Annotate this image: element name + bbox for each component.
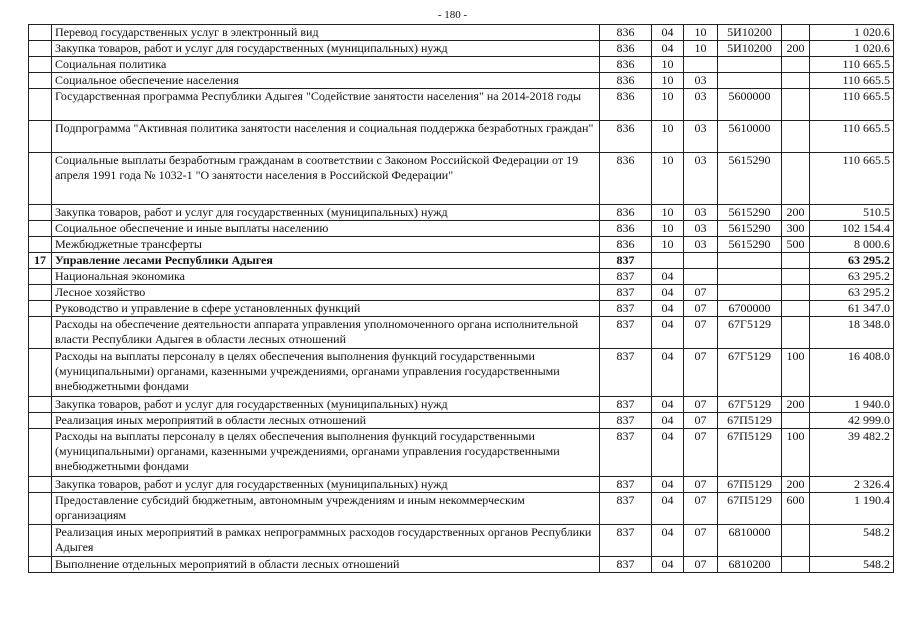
subsection-code: 07 xyxy=(684,413,718,429)
page-number: - 180 - xyxy=(437,9,468,21)
amount: 1 190.4 xyxy=(810,493,894,525)
ministry-code: 837 xyxy=(600,397,652,413)
expense-type-code xyxy=(782,89,810,121)
section-code: 04 xyxy=(652,349,684,397)
subsection-code: 03 xyxy=(684,73,718,89)
section-code: 04 xyxy=(652,429,684,477)
target-article-code: 5610000 xyxy=(718,121,782,153)
row-number xyxy=(29,413,52,429)
target-article-code: 5615290 xyxy=(718,221,782,237)
subsection-code: 03 xyxy=(684,237,718,253)
row-number xyxy=(29,301,52,317)
section-code: 10 xyxy=(652,205,684,221)
table-row xyxy=(29,349,894,397)
section-code: 04 xyxy=(652,285,684,301)
section-code: 04 xyxy=(652,41,684,57)
row-description: Перевод государственных услуг в электронный вид xyxy=(52,25,600,41)
table-row xyxy=(29,285,894,301)
row-number xyxy=(29,525,52,557)
subsection-code: 07 xyxy=(684,477,718,493)
row-description: Предоставление субсидий бюджетным, автономным учреждениям и иным некоммерческим организациям xyxy=(52,493,600,525)
table-row xyxy=(29,557,894,573)
table-row xyxy=(29,397,894,413)
ministry-code: 836 xyxy=(600,121,652,153)
amount: 1 940.0 xyxy=(810,397,894,413)
row-description: Выполнение отдельных мероприятий в области лесных отношений xyxy=(52,557,600,573)
table-row xyxy=(29,317,894,349)
target-article-code: 5600000 xyxy=(718,89,782,121)
row-number xyxy=(29,429,52,477)
target-article-code: 6700000 xyxy=(718,301,782,317)
subsection-code: 07 xyxy=(684,317,718,349)
row-number xyxy=(29,237,52,253)
table-row xyxy=(29,221,894,237)
amount: 2 326.4 xyxy=(810,477,894,493)
table-row xyxy=(29,269,894,285)
amount: 1 020.6 xyxy=(810,41,894,57)
expense-type-code: 200 xyxy=(782,397,810,413)
ministry-code: 837 xyxy=(600,557,652,573)
section-code: 04 xyxy=(652,269,684,285)
amount: 16 408.0 xyxy=(810,349,894,397)
target-article-code xyxy=(718,57,782,73)
section-code: 04 xyxy=(652,317,684,349)
section-code: 10 xyxy=(652,153,684,205)
row-number xyxy=(29,221,52,237)
target-article-code xyxy=(718,285,782,301)
amount: 102 154.4 xyxy=(810,221,894,237)
target-article-code: 67П5129 xyxy=(718,429,782,477)
section-code: 04 xyxy=(652,301,684,317)
ministry-code: 836 xyxy=(600,25,652,41)
section-code: 04 xyxy=(652,25,684,41)
row-number xyxy=(29,57,52,73)
ministry-code: 836 xyxy=(600,73,652,89)
section-code: 10 xyxy=(652,237,684,253)
row-number xyxy=(29,25,52,41)
subsection-code xyxy=(684,269,718,285)
subsection-code xyxy=(684,57,718,73)
ministry-code: 837 xyxy=(600,413,652,429)
table-row xyxy=(29,477,894,493)
target-article-code: 67П5129 xyxy=(718,493,782,525)
table-row xyxy=(29,493,894,525)
row-description: Подпрограмма "Активная политика занятости населения и социальная поддержка безработных граждан" xyxy=(52,121,600,153)
expense-type-code xyxy=(782,73,810,89)
subsection-code: 03 xyxy=(684,221,718,237)
row-description: Реализация иных мероприятий в области лесных отношений xyxy=(52,413,600,429)
budget-table xyxy=(28,24,894,573)
amount: 110 665.5 xyxy=(810,89,894,121)
subsection-code: 07 xyxy=(684,397,718,413)
row-description: Национальная экономика xyxy=(52,269,600,285)
expense-type-code xyxy=(782,285,810,301)
table-row xyxy=(29,57,894,73)
row-number: 17 xyxy=(29,253,52,269)
row-description: Закупка товаров, работ и услуг для государственных (муниципальных) нужд xyxy=(52,41,600,57)
row-description: Межбюджетные трансферты xyxy=(52,237,600,253)
amount: 63 295.2 xyxy=(810,285,894,301)
section-code: 10 xyxy=(652,221,684,237)
ministry-code: 836 xyxy=(600,237,652,253)
ministry-code: 836 xyxy=(600,221,652,237)
row-number xyxy=(29,41,52,57)
row-number xyxy=(29,477,52,493)
row-description: Расходы на обеспечение деятельности аппарата управления уполномоченного органа исполнительной власти Республики Адыгея в области лесных отношений xyxy=(52,317,600,349)
target-article-code: 5615290 xyxy=(718,153,782,205)
row-description: Закупка товаров, работ и услуг для государственных (муниципальных) нужд xyxy=(52,205,600,221)
row-description: Расходы на выплаты персоналу в целях обеспечения выполнения функций государственными (муниципальными) органами, казенными учреждениями, органами управления государственными внебюджетными фондами xyxy=(52,349,600,397)
row-number xyxy=(29,493,52,525)
ministry-code: 837 xyxy=(600,253,652,269)
table-row xyxy=(29,121,894,153)
table-row xyxy=(29,205,894,221)
expense-type-code xyxy=(782,317,810,349)
ministry-code: 836 xyxy=(600,89,652,121)
target-article-code: 67Г5129 xyxy=(718,317,782,349)
table-row xyxy=(29,429,894,477)
ministry-code: 836 xyxy=(600,153,652,205)
table-row xyxy=(29,73,894,89)
table-row xyxy=(29,41,894,57)
row-description: Закупка товаров, работ и услуг для государственных (муниципальных) нужд xyxy=(52,397,600,413)
amount: 510.5 xyxy=(810,205,894,221)
amount: 63 295.2 xyxy=(810,269,894,285)
expense-type-code xyxy=(782,253,810,269)
expense-type-code xyxy=(782,121,810,153)
ministry-code: 837 xyxy=(600,301,652,317)
subsection-code: 07 xyxy=(684,525,718,557)
row-description: Закупка товаров, работ и услуг для государственных (муниципальных) нужд xyxy=(52,477,600,493)
ministry-code: 837 xyxy=(600,525,652,557)
target-article-code: 5И10200 xyxy=(718,41,782,57)
section-code: 04 xyxy=(652,557,684,573)
table-row xyxy=(29,301,894,317)
ministry-code: 837 xyxy=(600,429,652,477)
row-number xyxy=(29,285,52,301)
table-row xyxy=(29,525,894,557)
section-code: 04 xyxy=(652,525,684,557)
section-code: 10 xyxy=(652,121,684,153)
row-number xyxy=(29,73,52,89)
row-number xyxy=(29,205,52,221)
target-article-code: 6810000 xyxy=(718,525,782,557)
target-article-code: 5615290 xyxy=(718,237,782,253)
subsection-code: 03 xyxy=(684,89,718,121)
expense-type-code xyxy=(782,525,810,557)
amount: 1 020.6 xyxy=(810,25,894,41)
section-code: 04 xyxy=(652,477,684,493)
row-description: Социальное обеспечение населения xyxy=(52,73,600,89)
target-article-code: 67Г5129 xyxy=(718,397,782,413)
ministry-code: 836 xyxy=(600,57,652,73)
target-article-code xyxy=(718,253,782,269)
table-row xyxy=(29,253,894,269)
table-row xyxy=(29,153,894,205)
ministry-code: 837 xyxy=(600,349,652,397)
table-row xyxy=(29,237,894,253)
expense-type-code: 500 xyxy=(782,237,810,253)
amount: 110 665.5 xyxy=(810,57,894,73)
amount: 110 665.5 xyxy=(810,153,894,205)
expense-type-code: 600 xyxy=(782,493,810,525)
target-article-code: 5И10200 xyxy=(718,25,782,41)
section-code: 10 xyxy=(652,57,684,73)
subsection-code: 07 xyxy=(684,285,718,301)
budget-table-body xyxy=(29,25,894,573)
row-number xyxy=(29,349,52,397)
expense-type-code xyxy=(782,301,810,317)
amount: 110 665.5 xyxy=(810,121,894,153)
expense-type-code xyxy=(782,57,810,73)
section-code: 04 xyxy=(652,397,684,413)
amount: 548.2 xyxy=(810,525,894,557)
table-row xyxy=(29,413,894,429)
subsection-code: 10 xyxy=(684,41,718,57)
subsection-code: 03 xyxy=(684,121,718,153)
table-row xyxy=(29,25,894,41)
row-description: Реализация иных мероприятий в рамках непрограммных расходов государственных органов Республики Адыгея xyxy=(52,525,600,557)
section-code xyxy=(652,253,684,269)
expense-type-code xyxy=(782,269,810,285)
table-row xyxy=(29,89,894,121)
row-number xyxy=(29,153,52,205)
target-article-code: 6810200 xyxy=(718,557,782,573)
ministry-code: 836 xyxy=(600,205,652,221)
target-article-code xyxy=(718,73,782,89)
row-number xyxy=(29,317,52,349)
row-number xyxy=(29,269,52,285)
row-description: Руководство и управление в сфере установленных функций xyxy=(52,301,600,317)
amount: 8 000.6 xyxy=(810,237,894,253)
ministry-code: 836 xyxy=(600,41,652,57)
amount: 18 348.0 xyxy=(810,317,894,349)
amount: 61 347.0 xyxy=(810,301,894,317)
subsection-code: 10 xyxy=(684,25,718,41)
expense-type-code: 100 xyxy=(782,349,810,397)
amount: 63 295.2 xyxy=(810,253,894,269)
row-description: Социальное обеспечение и иные выплаты населению xyxy=(52,221,600,237)
row-number xyxy=(29,121,52,153)
row-number xyxy=(29,89,52,121)
subsection-code: 07 xyxy=(684,429,718,477)
ministry-code: 837 xyxy=(600,317,652,349)
section-code: 04 xyxy=(652,413,684,429)
ministry-code: 837 xyxy=(600,477,652,493)
expense-type-code: 200 xyxy=(782,205,810,221)
row-description: Социальная политика xyxy=(52,57,600,73)
row-description: Государственная программа Республики Адыгея "Содействие занятости населения" на 2014-2018 годы xyxy=(52,89,600,121)
target-article-code: 67П5129 xyxy=(718,477,782,493)
subsection-code: 07 xyxy=(684,493,718,525)
expense-type-code xyxy=(782,557,810,573)
target-article-code: 5615290 xyxy=(718,205,782,221)
target-article-code: 67П5129 xyxy=(718,413,782,429)
expense-type-code xyxy=(782,413,810,429)
amount: 110 665.5 xyxy=(810,73,894,89)
section-code: 04 xyxy=(652,493,684,525)
target-article-code: 67Г5129 xyxy=(718,349,782,397)
amount: 548.2 xyxy=(810,557,894,573)
expense-type-code xyxy=(782,25,810,41)
expense-type-code: 100 xyxy=(782,429,810,477)
row-description: Лесное хозяйство xyxy=(52,285,600,301)
subsection-code xyxy=(684,253,718,269)
expense-type-code: 200 xyxy=(782,477,810,493)
ministry-code: 837 xyxy=(600,285,652,301)
expense-type-code xyxy=(782,153,810,205)
amount: 39 482.2 xyxy=(810,429,894,477)
row-number xyxy=(29,397,52,413)
expense-type-code: 200 xyxy=(782,41,810,57)
amount: 42 999.0 xyxy=(810,413,894,429)
ministry-code: 837 xyxy=(600,493,652,525)
row-description: Расходы на выплаты персоналу в целях обеспечения выполнения функций государственными (муниципальными) органами, казенными учреждениями, органами управления государственными внебюджетными фондами xyxy=(52,429,600,477)
section-code: 10 xyxy=(652,73,684,89)
target-article-code xyxy=(718,269,782,285)
ministry-code: 837 xyxy=(600,269,652,285)
subsection-code: 07 xyxy=(684,301,718,317)
section-code: 10 xyxy=(652,89,684,121)
subsection-code: 07 xyxy=(684,557,718,573)
subsection-code: 07 xyxy=(684,349,718,397)
subsection-code: 03 xyxy=(684,205,718,221)
row-number xyxy=(29,557,52,573)
expense-type-code: 300 xyxy=(782,221,810,237)
row-description: Социальные выплаты безработным гражданам в соответствии с Законом Российской Федерации от 19 апреля 1991 года № 1032-1 "О занятости населения в Российской Федерации" xyxy=(52,153,600,205)
subsection-code: 03 xyxy=(684,153,718,205)
row-description: Управление лесами Республики Адыгея xyxy=(52,253,600,269)
